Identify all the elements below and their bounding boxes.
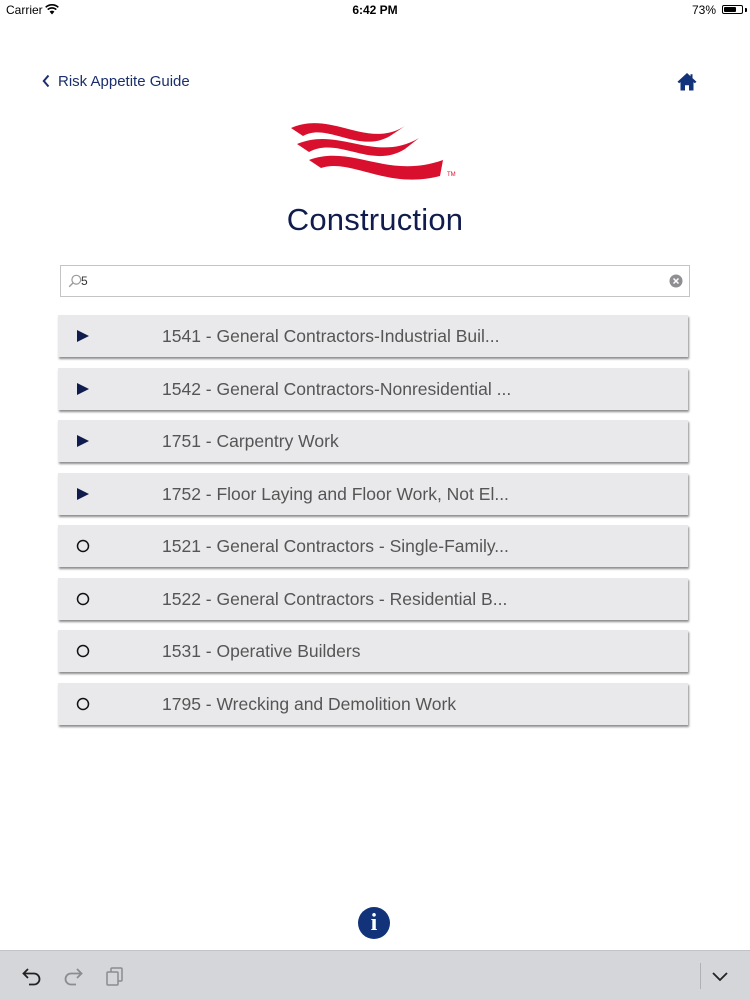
list-item[interactable] xyxy=(58,368,688,410)
search-bar[interactable] xyxy=(60,265,690,297)
search-input[interactable] xyxy=(81,271,651,291)
clear-icon[interactable] xyxy=(669,274,683,288)
list-item-label: 1542 - General Contractors-Nonresidential ... xyxy=(162,378,512,399)
triangle-right-icon xyxy=(76,382,90,396)
info-button[interactable]: i xyxy=(358,907,390,939)
circle-outline-icon xyxy=(76,592,90,606)
page-title: Construction xyxy=(286,202,464,237)
code-list xyxy=(58,315,690,735)
list-item[interactable] xyxy=(58,473,688,515)
list-item-label: 1752 - Floor Laying and Floor Work, Not El... xyxy=(162,483,509,504)
triangle-right-icon xyxy=(76,487,90,501)
triangle-right-icon xyxy=(76,434,90,448)
list-item[interactable] xyxy=(58,315,688,357)
circle-outline-icon xyxy=(76,644,90,658)
undo-icon[interactable] xyxy=(21,966,43,986)
circle-outline-icon xyxy=(76,697,90,711)
list-item-label: 1521 - General Contractors - Single-Family... xyxy=(162,536,509,556)
back-label: Risk Appetite Guide xyxy=(58,72,190,90)
back-button[interactable] xyxy=(42,70,190,92)
redo-icon[interactable] xyxy=(62,966,84,986)
list-item[interactable] xyxy=(58,578,688,620)
keyboard-shortcut-bar xyxy=(0,950,750,1000)
list-item[interactable] xyxy=(58,525,688,567)
list-item-label: 1522 - General Contractors - Residential B... xyxy=(162,588,508,609)
list-item[interactable] xyxy=(58,683,688,725)
search-icon xyxy=(68,274,82,288)
paste-icon[interactable] xyxy=(104,966,126,986)
list-item-label: 1751 - Carpentry Work xyxy=(162,431,339,451)
brand-logo xyxy=(287,114,462,184)
battery-percent: 73% xyxy=(691,3,716,17)
status-bar xyxy=(0,0,750,20)
list-item[interactable] xyxy=(58,420,688,462)
circle-outline-icon xyxy=(76,539,90,553)
battery-icon xyxy=(722,5,743,14)
list-item[interactable] xyxy=(58,630,688,672)
home-icon[interactable] xyxy=(676,71,698,93)
list-item-label: 1795 - Wrecking and Demolition Work xyxy=(162,693,457,714)
svg-text:TM: TM xyxy=(447,172,456,178)
list-item-label: 1541 - General Contractors-Industrial Buil... xyxy=(162,326,500,346)
toolbar-divider xyxy=(700,963,701,989)
clock: 6:42 PM xyxy=(352,3,398,17)
chevron-down-icon[interactable] xyxy=(709,966,731,986)
carrier-label: Carrier xyxy=(6,3,43,17)
triangle-right-icon xyxy=(76,329,90,343)
battery-fill xyxy=(724,7,736,12)
battery-tip xyxy=(745,8,747,12)
chevron-left-icon xyxy=(42,74,50,88)
list-item-label: 1531 - Operative Builders xyxy=(162,641,361,661)
